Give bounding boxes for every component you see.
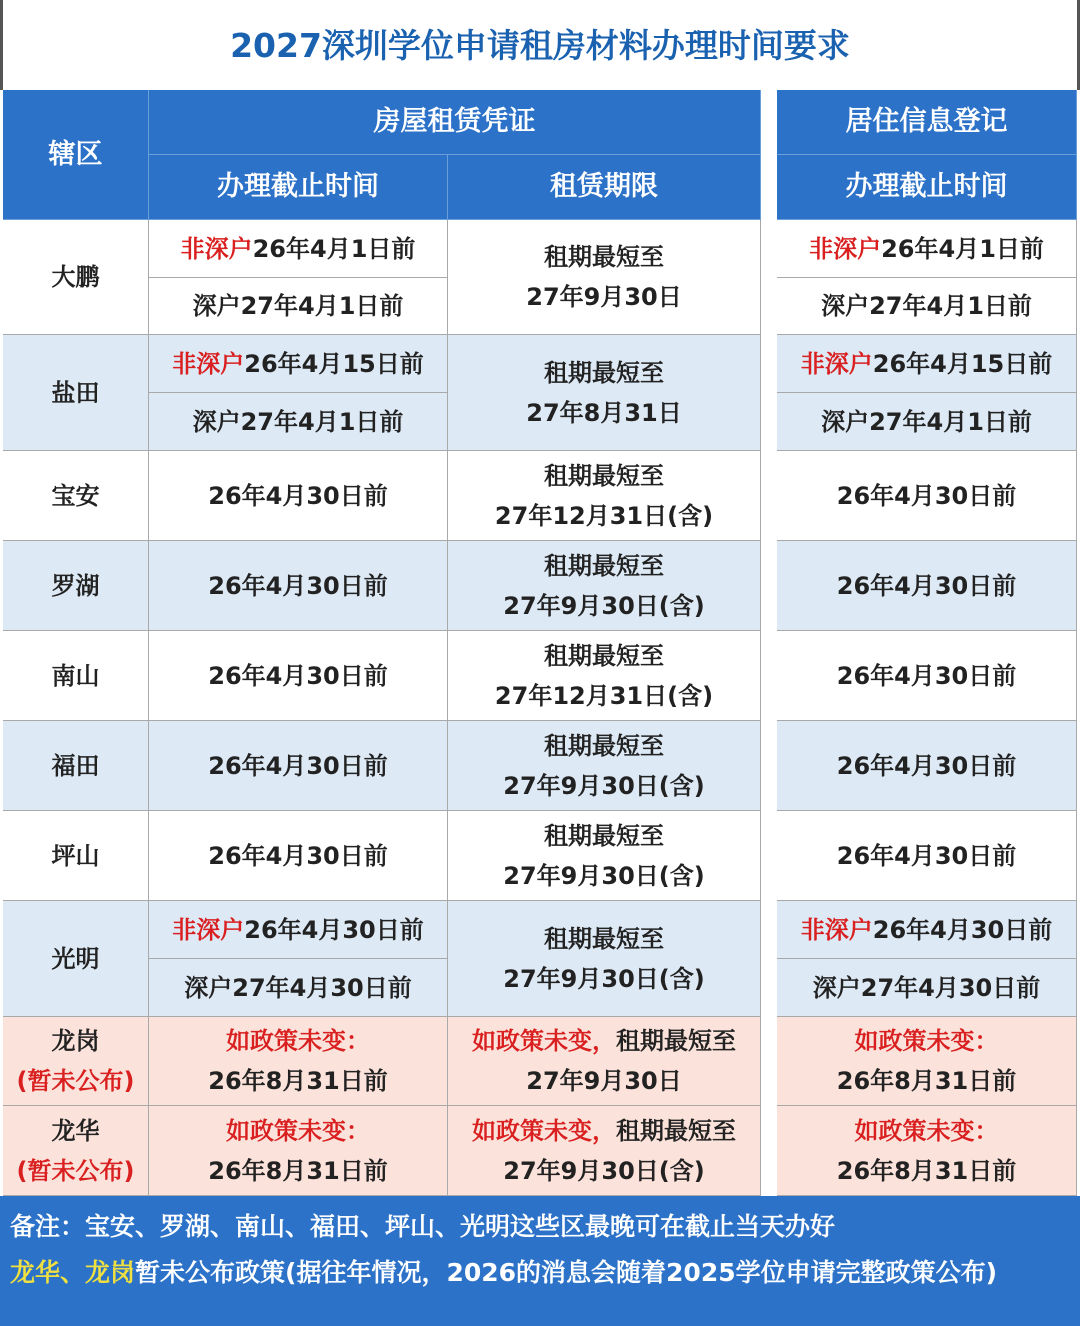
district-name: 龙岗 [51, 1027, 100, 1055]
not-announced-note: (暂未公布) [16, 1156, 135, 1185]
header-residence-deadline: 办理截止时间 [777, 155, 1077, 220]
term-line-1: 租期最短至 [544, 641, 664, 670]
baoan-residence-deadline: 26年4月30日前 [777, 451, 1077, 541]
local-label: 深户 [184, 973, 233, 1002]
date-text: 27年4月1日前 [869, 407, 1032, 436]
district-baoan: 宝安 [3, 451, 149, 541]
date-text: 26年8月31日前 [208, 1156, 388, 1185]
non-local-label: 非深户 [809, 234, 882, 263]
yantian-lease-local [149, 393, 448, 451]
term-line-1: 租期最短至 [544, 821, 664, 850]
page-title: 2027深圳学位申请租房材料办理时间要求 [0, 0, 1080, 90]
nanshan-lease-deadline: 26年4月30日前 [149, 631, 448, 721]
policy-unchanged-label: 如政策未变： [854, 1027, 999, 1055]
district-luohu: 罗湖 [3, 541, 149, 631]
pingshan-lease-term [448, 811, 761, 901]
local-label: 深户 [192, 292, 241, 320]
nanshan-residence-deadline: 26年4月30日前 [777, 631, 1077, 721]
policy-unchanged-label: 如政策未变： [226, 1027, 370, 1055]
guangming-residence-local [777, 959, 1077, 1017]
district-dapeng: 大鹏 [3, 220, 149, 335]
district-yantian: 盐田 [3, 335, 149, 451]
policy-unchanged-label: 如政策未变： [854, 1116, 999, 1145]
term-line-2: 27年9月30日(含) [503, 964, 705, 993]
guangming-lease-term [448, 901, 761, 1017]
non-local-label: 非深户 [180, 234, 253, 263]
dapeng-lease-term [448, 220, 761, 335]
baoan-lease-term [448, 451, 761, 541]
yantian-residence-non-local [777, 335, 1077, 393]
footer-highlight: 龙华、龙岗 [10, 1258, 136, 1287]
longgang-lease-deadline [149, 1017, 448, 1106]
date-text: 26年8月31日前 [836, 1156, 1017, 1185]
column-gap [761, 90, 777, 1196]
longhua-residence-deadline [777, 1106, 1077, 1196]
footer-line-2 [10, 1250, 1070, 1296]
term-line-1: 租期最短至 [544, 461, 664, 490]
term-line-2: 27年9月30日(含) [503, 771, 705, 800]
dapeng-lease-non-local [149, 220, 448, 278]
date-text: 27年4月1日前 [240, 407, 404, 436]
term-line-1: 租期最短至 [544, 924, 664, 953]
district-pingshan: 坪山 [3, 811, 149, 901]
non-local-label: 非深户 [172, 915, 245, 944]
not-announced-note: (暂未公布) [16, 1067, 135, 1095]
non-local-label: 非深户 [172, 349, 245, 378]
guangming-residence-non-local [777, 901, 1077, 959]
pingshan-lease-deadline: 26年4月30日前 [149, 811, 448, 901]
policy-unchanged-label: 如政策未变， [472, 1116, 616, 1145]
pingshan-residence-deadline: 26年4月30日前 [777, 811, 1077, 901]
date-text: 26年4月1日前 [252, 234, 416, 263]
footer-line-1: 备注：宝安、罗湖、南山、福田、坪山、光明这些区最晚可在截止当天办好 [10, 1212, 836, 1241]
luohu-residence-deadline: 26年4月30日前 [777, 541, 1077, 631]
header-lease-deadline: 办理截止时间 [149, 155, 448, 220]
district-longhua [3, 1106, 149, 1196]
term-text: 租期最短至 [616, 1116, 736, 1145]
policy-unchanged-label: 如政策未变， [472, 1027, 616, 1055]
date-text: 26年4月1日前 [881, 234, 1044, 263]
guangming-lease-local [149, 959, 448, 1017]
dapeng-lease-local [149, 278, 448, 335]
term-line-2: 27年12月31日(含) [494, 501, 714, 530]
term-line-2: 27年9月30日(含) [503, 591, 705, 620]
term-line-1: 租期最短至 [544, 731, 664, 760]
policy-unchanged-label: 如政策未变： [226, 1116, 370, 1145]
term-line-2: 27年9月30日(含) [503, 1156, 705, 1185]
yantian-lease-non-local [149, 335, 448, 393]
date-text: 26年8月31日前 [836, 1067, 1017, 1095]
local-label: 深户 [821, 292, 870, 320]
district-guangming: 光明 [3, 901, 149, 1017]
futian-lease-term [448, 721, 761, 811]
header-lease-term: 租赁期限 [448, 155, 761, 220]
longhua-lease-deadline [149, 1106, 448, 1196]
district-nanshan: 南山 [3, 631, 149, 721]
local-label: 深户 [821, 407, 870, 436]
date-text: 27年4月30日前 [860, 973, 1041, 1002]
footer-text: 暂未公布政策(据往年情况，2026的消息会随着2025学位申请完整政策公布) [135, 1258, 998, 1287]
guangming-lease-non-local [149, 901, 448, 959]
district-name: 龙华 [51, 1116, 100, 1145]
term-line-1 [472, 1021, 736, 1061]
header-lease-certificate: 房屋租赁凭证 [149, 90, 761, 155]
term-line-2: 27年8月31日 [526, 398, 682, 427]
longgang-residence-deadline [777, 1017, 1077, 1106]
term-line-2: 27年9月30日 [526, 283, 682, 311]
term-line-2: 27年12月31日(含) [494, 681, 714, 710]
footer-notes [0, 1196, 1080, 1326]
term-text: 租期最短至 [616, 1027, 736, 1055]
term-line-2: 27年9月30日(含) [503, 861, 705, 890]
nanshan-lease-term [448, 631, 761, 721]
dapeng-residence-local [777, 278, 1077, 335]
date-text: 26年4月15日前 [244, 349, 424, 378]
date-text: 26年4月30日前 [244, 915, 424, 944]
baoan-lease-deadline: 26年4月30日前 [149, 451, 448, 541]
header-residence-registration: 居住信息登记 [777, 90, 1077, 155]
yantian-lease-term [448, 335, 761, 451]
yantian-residence-local [777, 393, 1077, 451]
header-district: 辖区 [3, 90, 149, 220]
term-line-1: 租期最短至 [544, 551, 664, 580]
term-line-1: 租期最短至 [544, 243, 664, 271]
date-text: 26年4月15日前 [872, 349, 1053, 378]
date-text: 26年8月31日前 [208, 1067, 388, 1095]
district-futian: 福田 [3, 721, 149, 811]
date-text: 27年4月1日前 [869, 292, 1032, 320]
term-line-1 [472, 1111, 736, 1151]
futian-residence-deadline: 26年4月30日前 [777, 721, 1077, 811]
date-text: 27年4月30日前 [232, 973, 412, 1002]
non-local-label: 非深户 [800, 349, 873, 378]
date-text: 26年4月30日前 [872, 915, 1053, 944]
date-text: 27年4月1日前 [240, 292, 404, 320]
local-label: 深户 [192, 407, 241, 436]
longhua-lease-term [448, 1106, 761, 1196]
luohu-lease-deadline: 26年4月30日前 [149, 541, 448, 631]
local-label: 深户 [812, 973, 861, 1002]
luohu-lease-term [448, 541, 761, 631]
non-local-label: 非深户 [800, 915, 873, 944]
futian-lease-deadline: 26年4月30日前 [149, 721, 448, 811]
district-longgang [3, 1017, 149, 1106]
term-line-2: 27年9月30日 [526, 1067, 682, 1095]
term-line-1: 租期最短至 [544, 358, 664, 387]
longgang-lease-term [448, 1017, 761, 1106]
dapeng-residence-non-local [777, 220, 1077, 278]
